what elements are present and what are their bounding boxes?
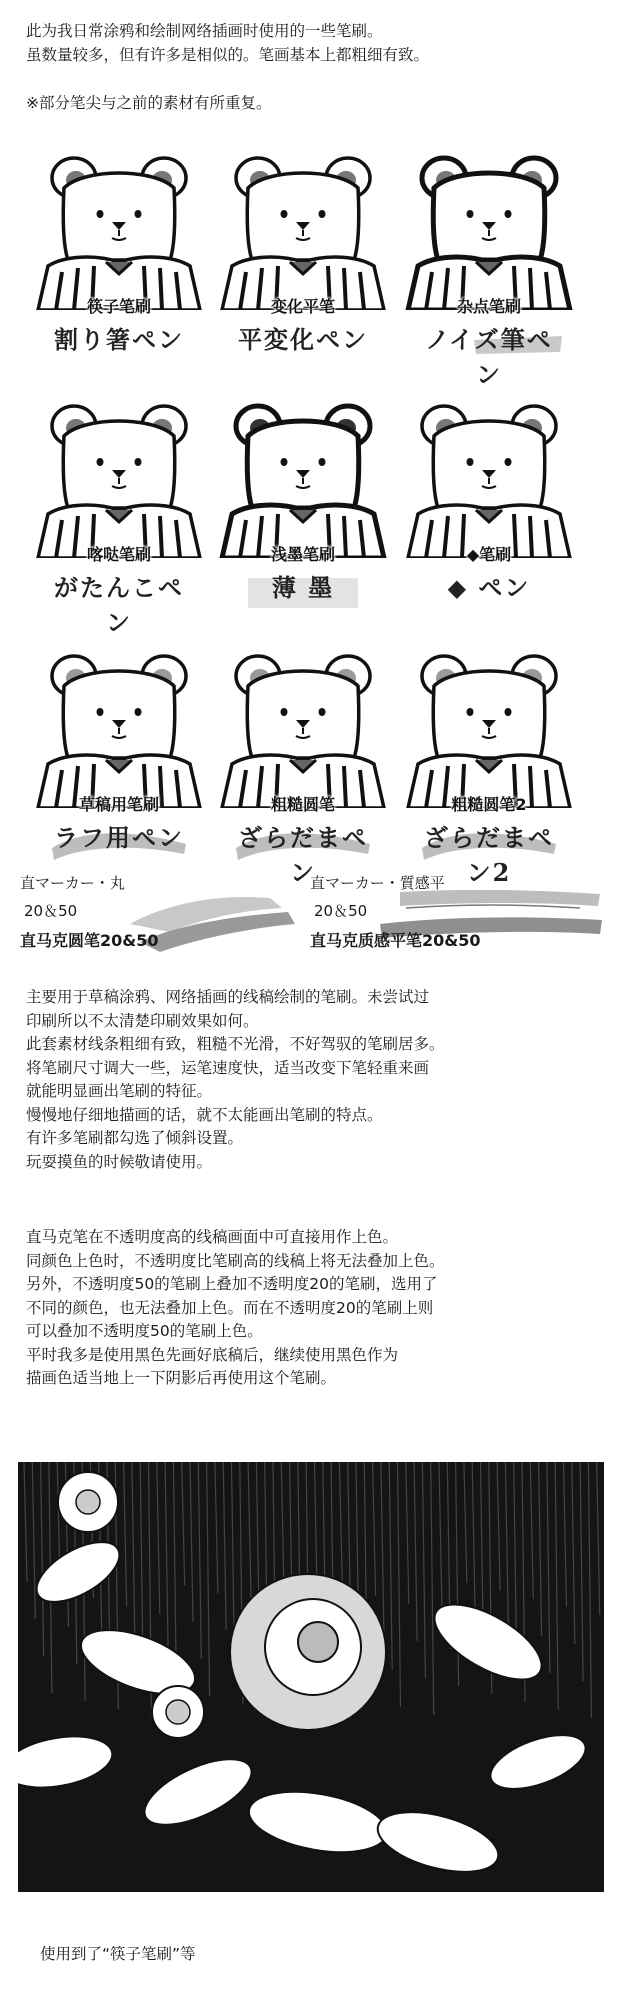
- brush-name: 粗糙圆笔: [270, 795, 335, 814]
- bear-illustration: [404, 646, 574, 808]
- text-line: 同颜色上色时，不透明度比笔刷高的线稿上将无法叠加上色。: [26, 1251, 445, 1270]
- text-line: 慢慢地仔细地描画的话，就不太能画出笔刷的特点。: [26, 1105, 383, 1124]
- marker-right-size: 20＆50: [314, 902, 368, 920]
- brush-sample-text: ◆ ペン: [447, 573, 531, 602]
- illustration-shape: [298, 1622, 338, 1662]
- marker-right-cn: 直马克质感平笔20&50: [310, 931, 481, 950]
- brush-cell: [404, 148, 574, 389]
- illustration-shape: [76, 1490, 100, 1514]
- brush-sample-text: ノイズ筆ペン: [425, 325, 553, 389]
- bear-illustration: [34, 646, 204, 808]
- brush-sample-text: 平変化ペン: [238, 325, 368, 354]
- brush-sample-text: 薄 墨: [271, 573, 335, 602]
- text-line: 描画色适当地上一下阴影后再使用这个笔刷。: [26, 1369, 337, 1387]
- brush-cell: [218, 396, 388, 616]
- text-line: 玩耍摸鱼的时候敬请使用。: [26, 1152, 213, 1171]
- intro-line-1: 此为我日常涂鸦和绘制网络插画时使用的一些笔刷。: [26, 22, 383, 40]
- marker-left-size: 20＆50: [24, 902, 78, 920]
- text-line: 将笔刷尺寸调大一些，运笔速度快，适当改变下笔轻重来画: [26, 1058, 430, 1077]
- brush-name: ◆笔刷: [466, 545, 512, 564]
- brush-name: 杂点笔刷: [456, 297, 521, 316]
- text-line: 此套素材线条粗细有致，粗糙不光滑，不好驾驭的笔刷居多。: [26, 1035, 445, 1053]
- text-line: 就能明显画出笔刷的特征。: [26, 1082, 213, 1100]
- bear-illustration: [218, 148, 388, 310]
- intro-line-2: 虽数量较多，但有许多是相似的。笔画基本上都粗细有致。: [26, 46, 430, 64]
- brush-name: 浅墨笔刷: [270, 545, 335, 564]
- brush-name: 变化平笔: [270, 297, 335, 316]
- text-line: 可以叠加不透明度50的笔刷上色。: [26, 1322, 263, 1340]
- illustration-shape: [166, 1700, 190, 1724]
- brush-sample-text: 割り箸ペン: [54, 325, 184, 354]
- bear-illustration: [404, 148, 574, 310]
- text-line: 另外，不透明度50的笔刷上叠加不透明度20的笔刷，选用了: [26, 1275, 438, 1293]
- bear-illustration: [34, 396, 204, 558]
- brush-name: 喀哒笔刷: [86, 545, 151, 564]
- brush-name: 筷子笔刷: [86, 297, 151, 316]
- brush-sample-text: ざらだまペン: [238, 823, 368, 887]
- brush-name: 粗糙圆笔2: [451, 795, 527, 814]
- marker-right-jp: 直マーカー・質感平: [310, 874, 445, 892]
- brush-cell: [34, 646, 204, 866]
- marker-left-cn: 直马克圆笔20&50: [20, 931, 159, 950]
- caption: 使用到了“筷子笔刷”等: [40, 1945, 196, 1963]
- text-line: 有许多笔刷都勾选了倾斜设置。: [26, 1129, 244, 1147]
- text-line: 主要用于草稿涂鸦、网络插画的线稿绘制的笔刷。未尝试过: [26, 988, 430, 1006]
- text-line: 直马克笔在不透明度高的线稿画面中可直接用作上色。: [26, 1228, 399, 1246]
- intro-note: ※部分笔尖与之前的素材有所重复。: [26, 94, 272, 112]
- brush-sample-text: がたんこペン: [54, 573, 184, 637]
- brush-cell: [404, 646, 574, 887]
- bear-illustration: [34, 148, 204, 310]
- text-line: 平时我多是使用黑色先画好底稿后，继续使用黑色作为: [26, 1345, 399, 1364]
- brush-sample-text: ラフ用ペン: [54, 823, 184, 852]
- brush-cell: [404, 396, 574, 616]
- flower-illustration: [18, 1462, 604, 1892]
- brush-cell: [34, 396, 204, 637]
- brush-cell: [34, 148, 204, 368]
- bear-illustration: [404, 396, 574, 558]
- bear-illustration: [218, 396, 388, 558]
- marker-row: [20, 872, 610, 962]
- bear-illustration: [218, 646, 388, 808]
- marker-left-jp: 直マーカー・丸: [20, 874, 125, 892]
- brush-cell: [218, 148, 388, 368]
- brush-cell: [218, 646, 388, 887]
- brush-sample-text: ざらだまペン2: [424, 823, 554, 887]
- text-line: 不同的颜色，也无法叠加上色。而在不透明度20的笔刷上则: [26, 1298, 434, 1317]
- brush-name: 草稿用笔刷: [78, 795, 159, 814]
- text-line: 印刷所以不太清楚印刷效果如何。: [26, 1011, 259, 1030]
